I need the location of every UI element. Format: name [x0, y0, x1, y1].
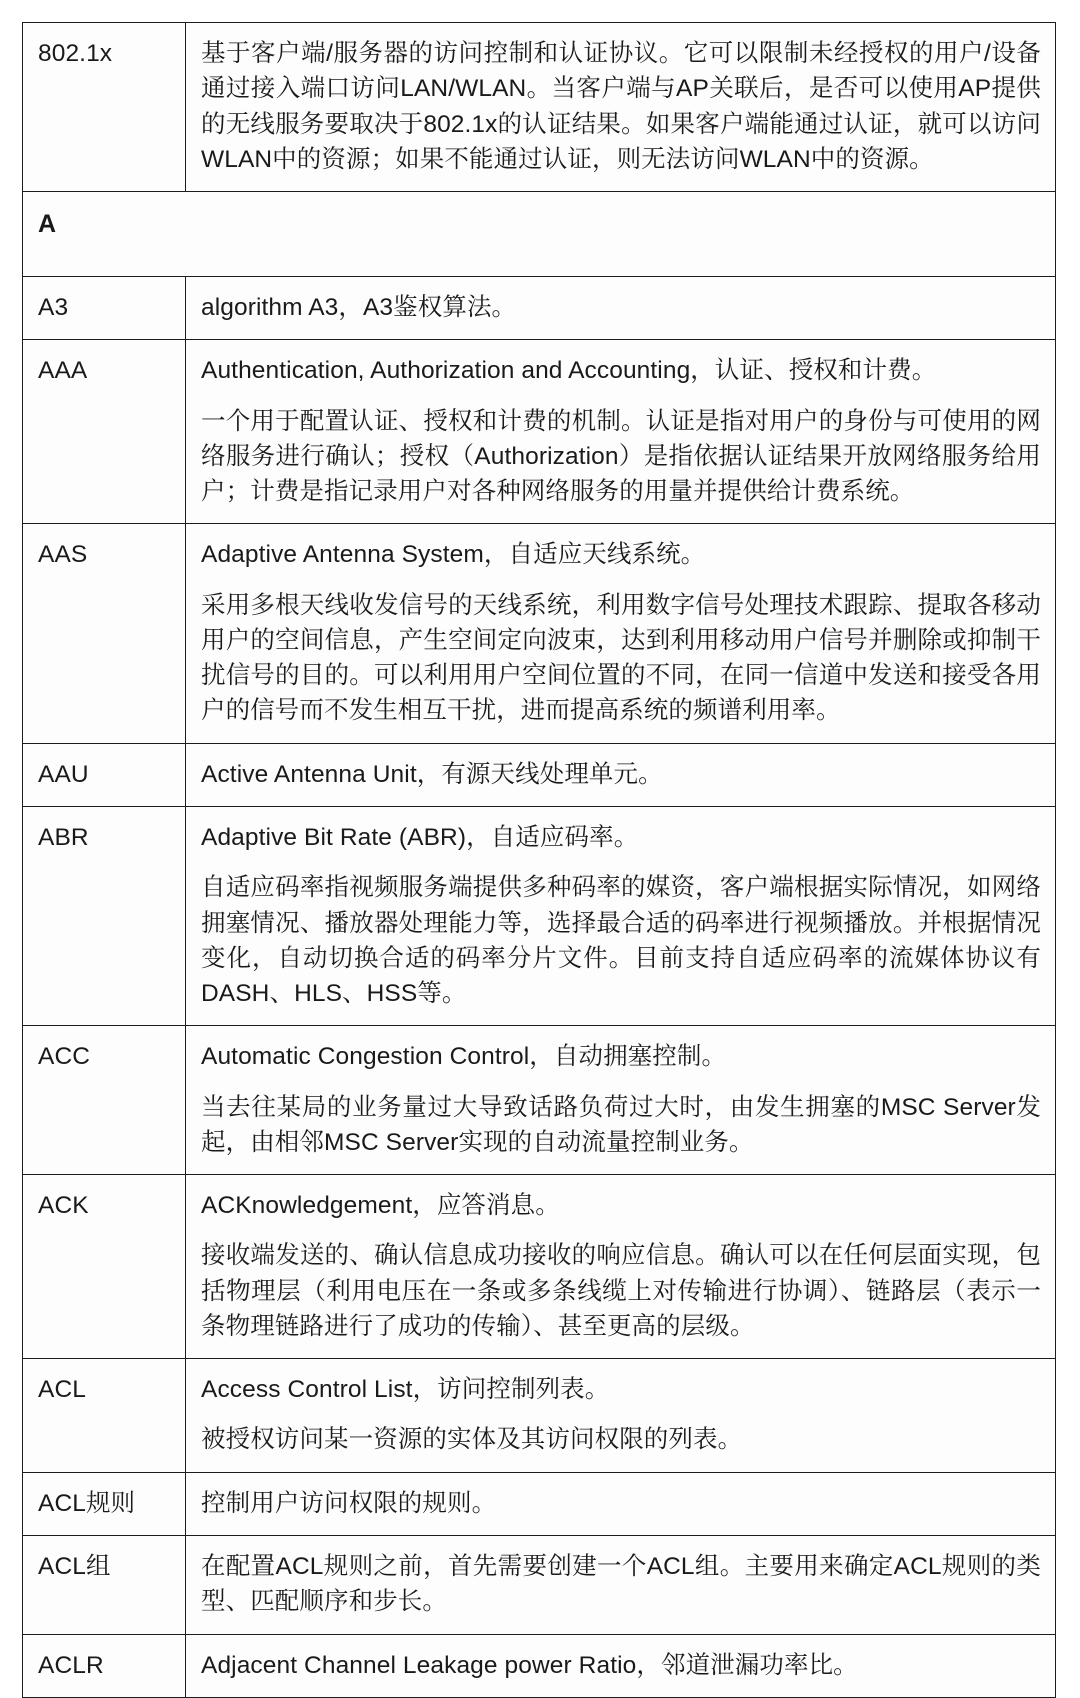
- glossary-entry-row: [23, 1359, 1056, 1473]
- glossary-definition: [186, 340, 1056, 524]
- glossary-term: 802.1x: [23, 23, 186, 192]
- glossary-entry-row: [23, 806, 1056, 1025]
- glossary-section-row: [23, 192, 1056, 277]
- glossary-term: ACC: [23, 1026, 186, 1175]
- glossary-definition-paragraph: 采用多根天线收发信号的天线系统，利用数字信号处理技术跟踪、提取各移动用户的空间信息，产生空间定向波束，达到利用移动用户信号并删除或抑制干扰信号的目的。可以利用用户空间位置的不同，在同一信道中发送和接受各用户的信号而不发生相互干扰，进而提高系统的频谱利用率。: [201, 591, 1041, 725]
- glossary-definition-paragraph: Adaptive Bit Rate (ABR)，自适应码率。: [201, 823, 639, 851]
- glossary-term: ACL: [23, 1359, 186, 1473]
- glossary-definition-paragraph: 基于客户端/服务器的访问控制和认证协议。它可以限制未经授权的用户/设备通过接入端口访问LAN/WLAN。当客户端与AP关联后，是否可以使用AP提供的无线服务要取决于802.1x的认证结果。如果客户端能通过认证，就可以访问WLAN中的资源；如果不能通过认证，则无法访问WLAN中的资源。: [201, 40, 1041, 173]
- glossary-definition: [186, 23, 1056, 192]
- glossary-definition: [186, 806, 1056, 1025]
- glossary-table: [22, 22, 1056, 1698]
- glossary-section-spacer: [186, 192, 1056, 277]
- glossary-table-body: [23, 23, 1056, 1698]
- glossary-term: ACL规则: [23, 1472, 186, 1535]
- glossary-definition-paragraph: 在配置ACL规则之前，首先需要创建一个ACL组。主要用来确定ACL规则的类型、匹配顺序和步长。: [201, 1552, 1041, 1616]
- glossary-entry-row: [23, 1026, 1056, 1175]
- glossary-term: ABR: [23, 806, 186, 1025]
- glossary-term: ACK: [23, 1175, 186, 1359]
- glossary-definition: [186, 524, 1056, 743]
- glossary-definition-paragraph: Adjacent Channel Leakage power Ratio，邻道泄漏功率比。: [201, 1651, 858, 1679]
- glossary-entry-row: [23, 277, 1056, 340]
- glossary-definition-paragraph: Active Antenna Unit，有源天线处理单元。: [201, 760, 663, 788]
- glossary-definition: [186, 277, 1056, 340]
- glossary-definition-paragraph: ACKnowledgement，应答消息。: [201, 1192, 560, 1220]
- glossary-definition-paragraph: 一个用于配置认证、授权和计费的机制。认证是指对用户的身份与可使用的网络服务进行确认；授权（Authorization）是指依据认证结果开放网络服务给用户；计费是指记录用户对各种网络服务的用量并提供给计费系统。: [201, 407, 1041, 506]
- glossary-definition: [186, 1535, 1056, 1634]
- glossary-definition-paragraph: 自适应码率指视频服务端提供多种码率的媒资，客户端根据实际情况，如网络拥塞情况、播放器处理能力等，选择最合适的码率进行视频播放。并根据情况变化，自动切换合适的码率分片文件。目前支持自适应码率的流媒体协议有DASH、HLS、HSS等。: [201, 874, 1041, 1008]
- glossary-definition: [186, 1359, 1056, 1473]
- glossary-definition-paragraph: 接收端发送的、确认信息成功接收的响应信息。确认可以在任何层面实现，包括物理层（利用电压在一条或多条线缆上对传输进行协调）、链路层（表示一条物理链路进行了成功的传输）、甚至更高的层级。: [201, 1242, 1041, 1340]
- glossary-entry-row: [23, 1175, 1056, 1359]
- glossary-entry-row: [23, 1472, 1056, 1535]
- glossary-term: AAU: [23, 743, 186, 806]
- glossary-definition: [186, 1472, 1056, 1535]
- glossary-definition-paragraph: Access Control List，访问控制列表。: [201, 1376, 610, 1404]
- glossary-term: ACL组: [23, 1535, 186, 1634]
- glossary-term: AAS: [23, 524, 186, 743]
- glossary-definition: [186, 1026, 1056, 1175]
- glossary-definition-paragraph: Automatic Congestion Control，自动拥塞控制。: [201, 1043, 727, 1071]
- glossary-section-letter: A: [23, 192, 186, 277]
- glossary-definition-paragraph: 当去往某局的业务量过大导致话路负荷过大时，由发生拥塞的MSC Server发起，由相邻MSC Server实现的自动流量控制业务。: [201, 1093, 1041, 1156]
- glossary-entry-row: [23, 524, 1056, 743]
- glossary-definition-paragraph: 被授权访问某一资源的实体及其访问权限的列表。: [201, 1426, 743, 1454]
- glossary-term: ACLR: [23, 1634, 186, 1697]
- glossary-entry-row: [23, 1535, 1056, 1634]
- glossary-definition: [186, 743, 1056, 806]
- glossary-entry-row: [23, 743, 1056, 806]
- glossary-term: AAA: [23, 340, 186, 524]
- glossary-entry-row: [23, 23, 1056, 192]
- glossary-definition: [186, 1175, 1056, 1359]
- glossary-definition-paragraph: Adaptive Antenna System，自适应天线系统。: [201, 541, 706, 569]
- glossary-term: A3: [23, 277, 186, 340]
- glossary-definition-paragraph: Authentication, Authorization and Accounting，认证、授权和计费。: [201, 357, 937, 385]
- glossary-definition-paragraph: 控制用户访问权限的规则。: [201, 1489, 497, 1517]
- glossary-entry-row: [23, 340, 1056, 524]
- glossary-definition-paragraph: algorithm A3，A3鉴权算法。: [201, 294, 517, 322]
